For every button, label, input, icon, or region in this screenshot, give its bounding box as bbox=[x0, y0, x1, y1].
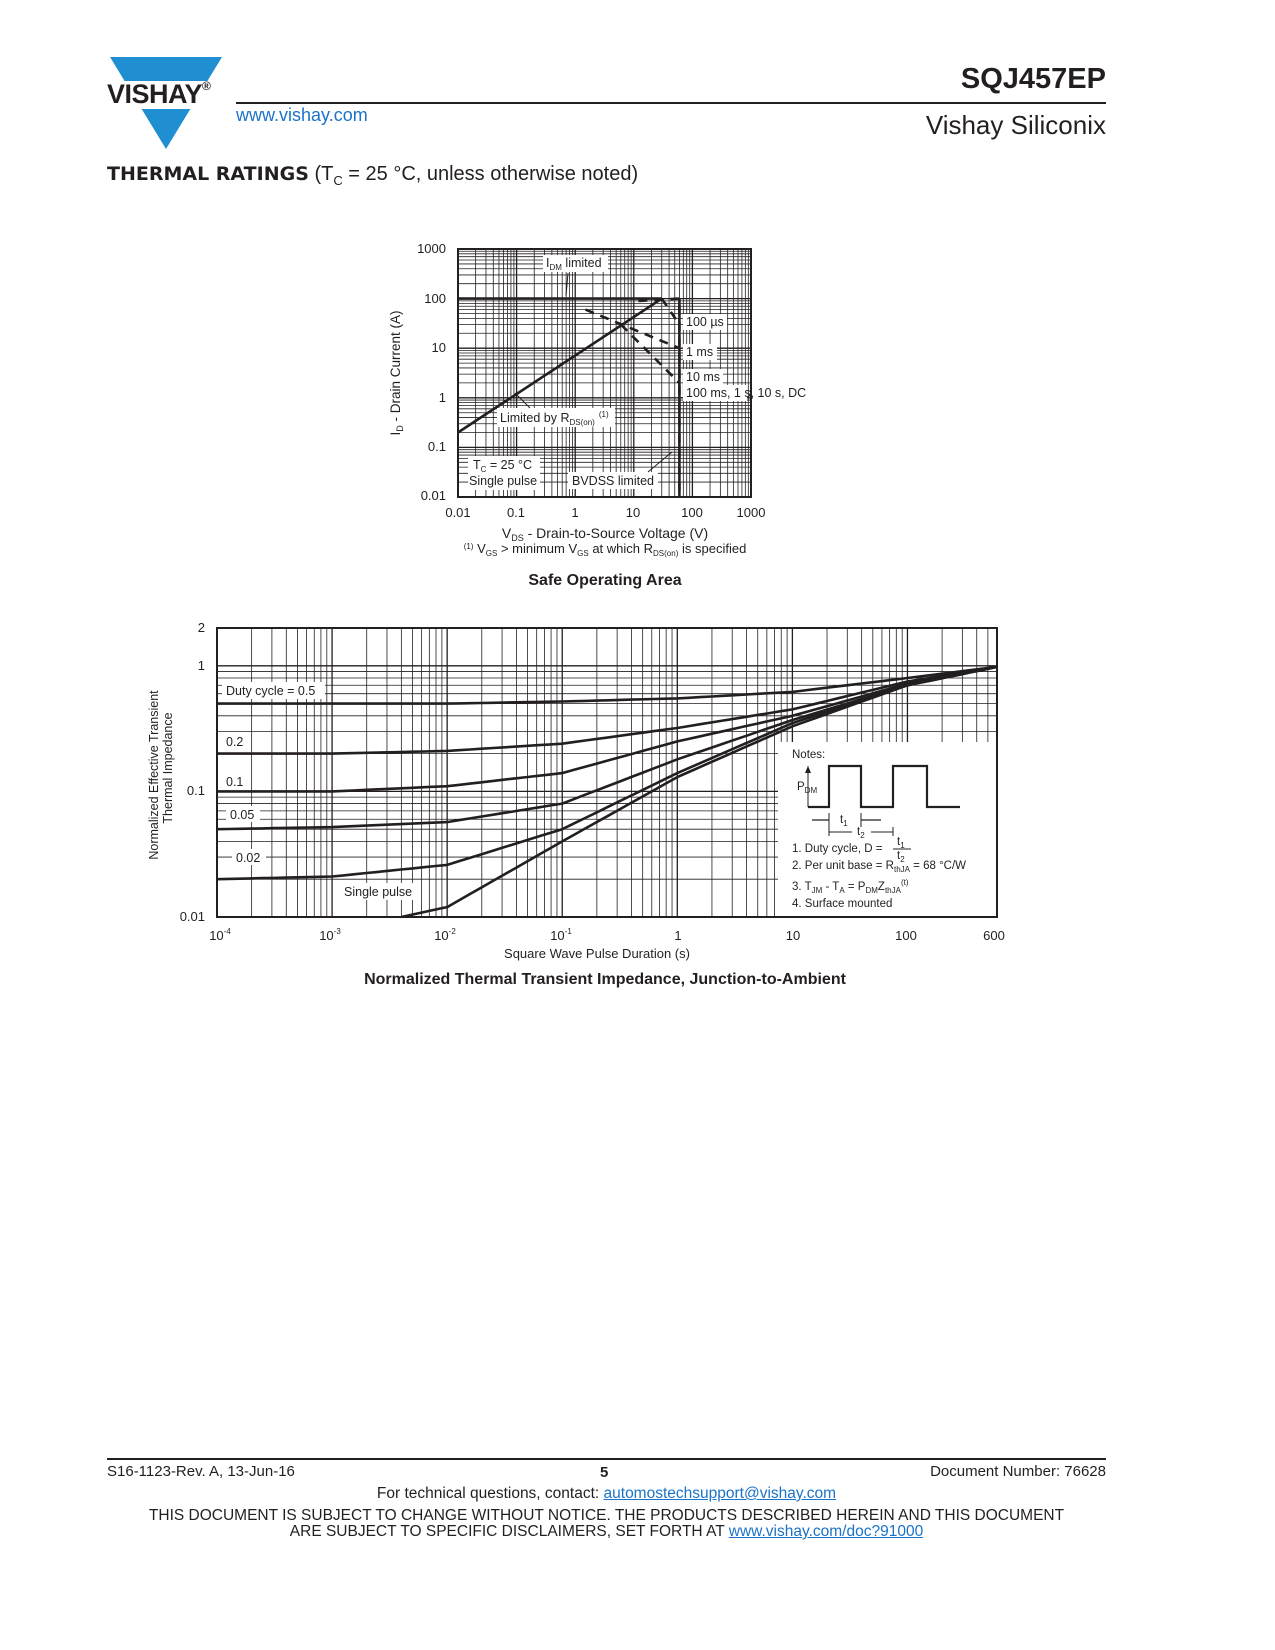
soa-x-tick-1000: 1000 bbox=[736, 505, 766, 520]
contact-email-link[interactable]: automostechsupport@vishay.com bbox=[603, 1485, 837, 1502]
footer-page-number: 5 bbox=[600, 1464, 609, 1481]
soa-label-1ms: 1 ms bbox=[686, 345, 714, 359]
soa-label-tc: $T_C = 25$ °C bbox=[473, 458, 533, 474]
soa-y-tick-0.1: 0.1 bbox=[427, 439, 446, 454]
zth-label-0.1: 0.1 bbox=[226, 775, 244, 789]
soa-x-tick-1: 1 bbox=[571, 505, 579, 520]
soa-footnote: $^{(1)}$ $V_{GS}$ > minimum $V_{GS}$ at which $R_{DS(on)}$ is specified bbox=[463, 541, 747, 558]
footer-doc-number: Document Number: 76628 bbox=[930, 1463, 1106, 1480]
footer-disclaimer-1: THIS DOCUMENT IS SUBJECT TO CHANGE WITHOUT NOTICE. THE PRODUCTS DESCRIBED HEREIN AND THIS DOCUMENT bbox=[148, 1507, 1065, 1524]
soa-x-tick-0.1: 0.1 bbox=[506, 505, 526, 520]
zth-x-tick-1e-1: $10^{-1}$ bbox=[550, 927, 572, 943]
company-name: Vishay Siliconix bbox=[925, 110, 1106, 140]
part-number: SQJ457EP bbox=[960, 63, 1106, 95]
zth-series-0-2 bbox=[217, 667, 997, 754]
logo-text: VISHAY® bbox=[107, 79, 211, 109]
zth-x-tick-1e-4: $10^{-4}$ bbox=[209, 927, 231, 943]
zth-note-4: 4. Surface mounted bbox=[792, 898, 893, 910]
zth-label-0.05: 0.05 bbox=[230, 808, 255, 822]
soa-label-dc: 100 ms, 1 s, 10 s, DC bbox=[686, 386, 807, 400]
zth-caption: Normalized Thermal Transient Impedance, Junction-to-Ambient bbox=[364, 971, 846, 988]
footer-disclaimer-2: ARE SUBJECT TO SPECIFIC DISCLAIMERS, SET FORTH AT www.vishay.com/doc?91000 bbox=[289, 1523, 924, 1540]
soa-series-100-s bbox=[662, 299, 680, 325]
zth-label-single-pulse: Single pulse bbox=[344, 885, 413, 899]
soa-x-tick-10: 10 bbox=[625, 505, 641, 520]
footer-rule bbox=[107, 1458, 1106, 1460]
soa-caption: Safe Operating Area bbox=[528, 572, 682, 589]
soa-y-tick-1000: 1000 bbox=[417, 241, 446, 256]
zth-x-tick-10: 10 bbox=[785, 928, 801, 943]
soa-y-tick-1: 1 bbox=[438, 390, 446, 405]
zth-y-axis-label-2: Thermal Impedance bbox=[161, 712, 175, 824]
zth-x-tick-1e-2: $10^{-2}$ bbox=[434, 927, 456, 943]
zth-notes-title: Notes: bbox=[792, 749, 826, 761]
soa-label-rdson: Limited by $R_{DS(on)}^{(1)}$ bbox=[500, 410, 609, 427]
soa-label-single-pulse: Single pulse bbox=[469, 474, 538, 488]
zth-pdm-label: $P_{DM}$ bbox=[797, 781, 818, 795]
soa-label-100us: 100 µs bbox=[686, 315, 724, 329]
soa-x-axis-label: $V_{DS}$ - Drain-to-Source Voltage (V) bbox=[501, 525, 709, 543]
footer-contact: For technical questions, contact: automostechsupport@vishay.com bbox=[376, 1485, 837, 1502]
zth-y-tick-0.01: 0.01 bbox=[179, 909, 205, 924]
zth-note-3: 3. $T_{JM} - T_A = P_{DM}Z_{thJA}^{(t)}$ bbox=[792, 878, 909, 895]
footer-revision: S16-1123-Rev. A, 13-Jun-16 bbox=[107, 1463, 295, 1480]
zth-label-0.2: 0.2 bbox=[226, 735, 244, 749]
soa-chart bbox=[0, 0, 1275, 600]
zth-note-1-t2: $t_2$ bbox=[897, 850, 905, 864]
zth-x-tick-1: 1 bbox=[674, 928, 682, 943]
soa-y-tick-0.01: 0.01 bbox=[420, 488, 446, 503]
soa-y-tick-10: 10 bbox=[431, 340, 446, 355]
zth-label-0.5: Duty cycle = 0.5 bbox=[226, 684, 316, 698]
zth-x-tick-1e-3: $10^{-3}$ bbox=[319, 927, 341, 943]
soa-series-1-ms bbox=[586, 310, 680, 349]
zth-chart bbox=[0, 600, 1275, 980]
section-title: THERMAL RATINGS ($T_C = 25$ °C, unless otherwise noted) bbox=[107, 163, 639, 188]
soa-x-tick-100: 100 bbox=[681, 505, 703, 520]
zth-y-axis-label-1: Normalized Effective Transient bbox=[147, 690, 161, 860]
soa-label-bvdss: BVDSS limited bbox=[572, 474, 654, 488]
zth-y-tick-0.1: 0.1 bbox=[186, 783, 205, 798]
soa-y-tick-100: 100 bbox=[424, 291, 446, 306]
zth-y-tick-2: 2 bbox=[197, 620, 205, 635]
zth-t2-label: $t_2$ bbox=[857, 826, 865, 840]
zth-x-tick-600: 600 bbox=[983, 928, 1005, 943]
website-link[interactable]: www.vishay.com bbox=[236, 105, 368, 125]
zth-note-1: 1. Duty cycle, D = bbox=[792, 843, 883, 855]
zth-label-0.02: 0.02 bbox=[236, 851, 261, 865]
soa-label-10ms: 10 ms bbox=[686, 370, 721, 384]
zth-t1-label: $t_1$ bbox=[840, 814, 848, 828]
zth-y-tick-1: 1 bbox=[197, 658, 205, 673]
zth-note-1-t1: $t_1$ bbox=[897, 836, 905, 850]
zth-x-axis-label: Square Wave Pulse Duration (s) bbox=[504, 946, 690, 961]
soa-y-axis-label: $I_D$ - Drain Current (A) bbox=[388, 310, 405, 436]
soa-label-idm: $I_{DM}$ limited bbox=[546, 256, 602, 272]
zth-x-tick-100: 100 bbox=[895, 928, 917, 943]
soa-x-tick-0.01: 0.01 bbox=[445, 505, 471, 520]
zth-note-2: 2. Per unit base = $R_{thJA} = 68$ °C/W bbox=[792, 860, 967, 874]
disclaimer-link[interactable]: www.vishay.com/doc?91000 bbox=[728, 1523, 924, 1540]
